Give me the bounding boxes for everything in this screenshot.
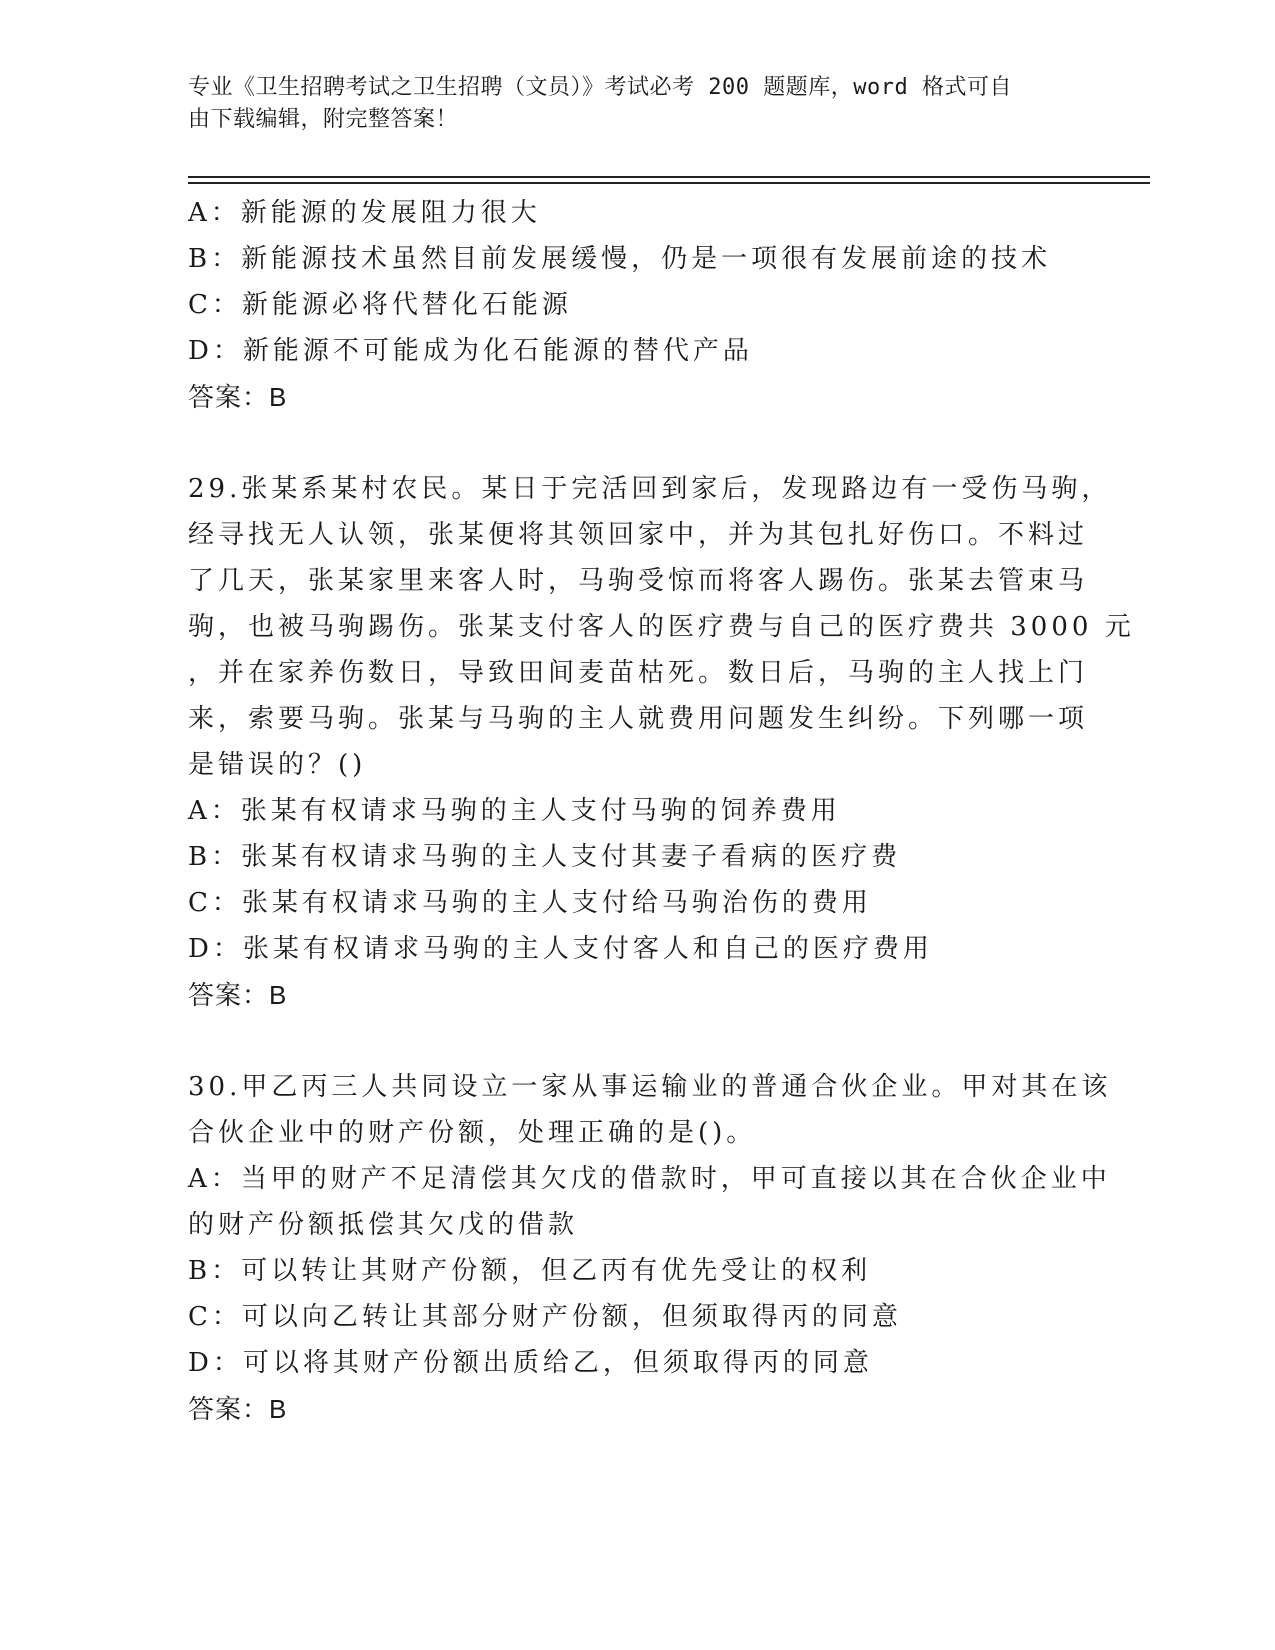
question-28-answer: 答案：B: [188, 382, 288, 412]
option-d: D：新能源不可能成为化石能源的替代产品: [188, 336, 753, 366]
header-line: 专业《卫生招聘考试之卫生招聘（文员）》考试必考 200 题题库，word 格式可自: [188, 75, 1012, 100]
stem-line: 驹，也被马驹踢伤。张某支付客人的医疗费与自己的医疗费共 3000 元: [188, 612, 1135, 642]
stem-line: 是错误的？(): [188, 750, 367, 780]
stem-line: 了几天，张某家里来客人时，马驹受惊而将客人踢伤。张某去管束马: [188, 566, 1089, 596]
option-c: C：张某有权请求马驹的主人支付给马驹治伤的费用: [188, 888, 872, 918]
question-29-options: [188, 788, 1088, 972]
stem-line: 29.张某系某村农民。某日于完活回到家后，发现路边有一受伤马驹，: [188, 474, 1112, 504]
option-a-continued: 的财产份额抵偿其欠戊的借款: [188, 1210, 579, 1240]
header-line: 由下载编辑，附完整答案！: [188, 107, 459, 132]
option-c: C：新能源必将代替化石能源: [188, 290, 572, 320]
question-30-stem: [188, 1064, 1112, 1156]
option-d: D：可以将其财产份额出质给乙，但须取得丙的同意: [188, 1348, 873, 1378]
question-30-options: [188, 1156, 1111, 1386]
document-header: [188, 72, 1068, 136]
option-b: B：新能源技术虽然目前发展缓慢，仍是一项很有发展前途的技术: [188, 244, 1052, 274]
option-d: D：张某有权请求马驹的主人支付客人和自己的医疗费用: [188, 934, 933, 964]
header-divider: [188, 176, 1150, 178]
question-28-options: [188, 190, 1088, 374]
option-b: B：张某有权请求马驹的主人支付其妻子看病的医疗费: [188, 842, 902, 872]
question-content: [188, 190, 1135, 1432]
stem-line: ，并在家养伤数日，导致田间麦苗枯死。数日后，马驹的主人找上门: [188, 658, 1089, 688]
question-29-stem: [188, 466, 1135, 788]
stem-line: 经寻找无人认领，张某便将其领回家中，并为其包扎好伤口。不料过: [188, 520, 1089, 550]
stem-line: 30.甲乙丙三人共同设立一家从事运输业的普通合伙企业。甲对其在该: [188, 1072, 1112, 1102]
option-b: B：可以转让其财产份额，但乙丙有优先受让的权利: [188, 1256, 872, 1286]
stem-line: 合伙企业中的财产份额，处理正确的是()。: [188, 1118, 757, 1148]
option-a: A：张某有权请求马驹的主人支付马驹的饲养费用: [188, 796, 841, 826]
header-divider: [188, 182, 1150, 184]
option-a: A：新能源的发展阻力很大: [188, 198, 541, 228]
question-30-answer: 答案：B: [188, 1394, 288, 1424]
option-a: A：当甲的财产不足清偿其欠戊的借款时，甲可直接以其在合伙企业中: [188, 1164, 1111, 1194]
question-29-answer: 答案：B: [188, 980, 288, 1010]
option-c: C：可以向乙转让其部分财产份额，但须取得丙的同意: [188, 1302, 902, 1332]
stem-line: 来，索要马驹。张某与马驹的主人就费用问题发生纠纷。下列哪一项: [188, 704, 1089, 734]
